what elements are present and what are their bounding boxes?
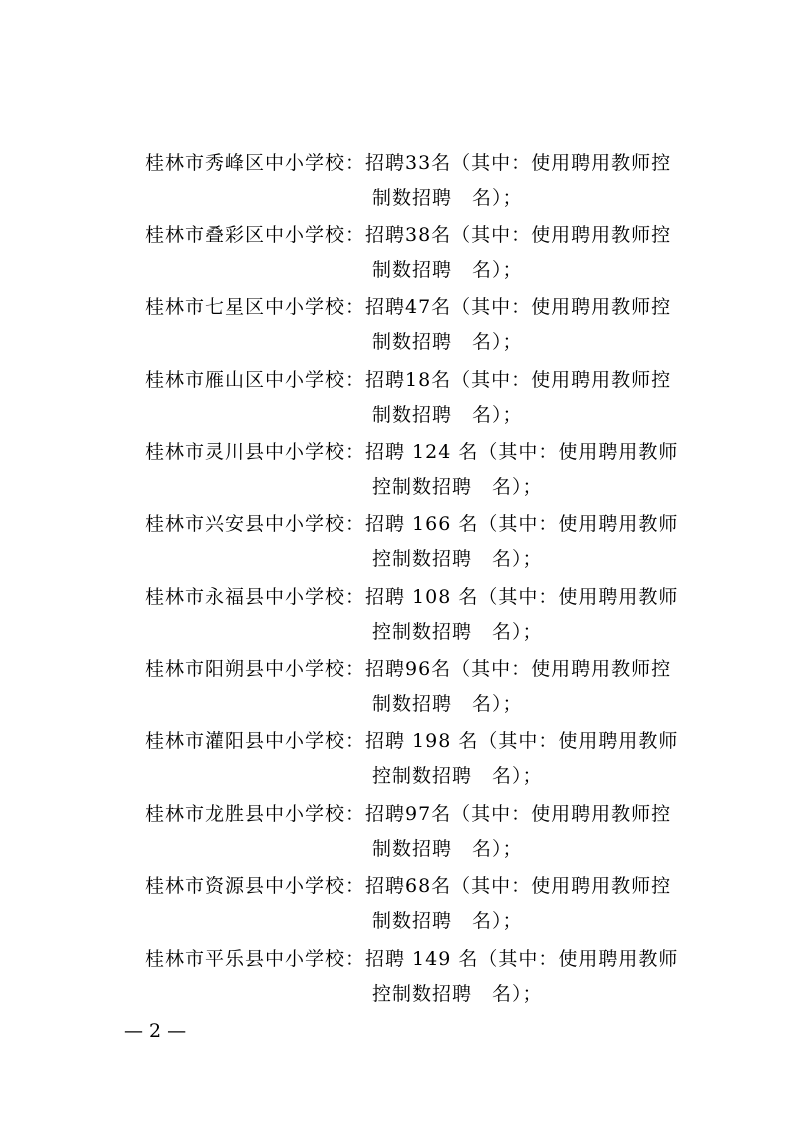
entry-line-2: 控制数招聘 名）； <box>372 765 543 787</box>
list-item <box>0 289 794 361</box>
list-item <box>0 217 794 289</box>
entry-line-1: 桂林市平乐县中小学校：招聘 149 名（其中：使用聘用教师 <box>145 948 679 970</box>
entry-line-1: 桂林市灌阳县中小学校：招聘 198 名（其中：使用聘用教师 <box>145 730 679 752</box>
list-item <box>0 579 794 651</box>
entry-line-2: 制数招聘 名）； <box>372 404 523 426</box>
entry-line-1: 桂林市阳朔县中小学校：招聘96名（其中：使用聘用教师控 <box>145 658 672 680</box>
entry-line-2: 控制数招聘 名）； <box>372 476 543 498</box>
list-item <box>0 796 794 868</box>
entry-line-2: 制数招聘 名）； <box>372 910 523 932</box>
list-item <box>0 506 794 578</box>
entry-line-1: 桂林市兴安县中小学校：招聘 166 名（其中：使用聘用教师 <box>145 513 679 535</box>
entry-line-1: 桂林市龙胜县中小学校：招聘97名（其中：使用聘用教师控 <box>145 803 672 825</box>
list-item <box>0 868 794 940</box>
list-item <box>0 145 794 217</box>
entry-line-2: 控制数招聘 名）； <box>372 983 543 1005</box>
entry-line-2: 制数招聘 名）； <box>372 838 523 860</box>
entry-line-1: 桂林市雁山区中小学校：招聘18名（其中：使用聘用教师控 <box>145 369 672 391</box>
list-item <box>0 651 794 723</box>
entry-line-2: 制数招聘 名）； <box>372 693 523 715</box>
entry-line-2: 制数招聘 名）； <box>372 259 523 281</box>
list-item <box>0 723 794 795</box>
entry-line-1: 桂林市七星区中小学校：招聘47名（其中：使用聘用教师控 <box>145 296 672 318</box>
entry-line-1: 桂林市灵川县中小学校：招聘 124 名（其中：使用聘用教师 <box>145 441 679 463</box>
entry-line-2: 制数招聘 名）； <box>372 187 523 209</box>
entry-line-2: 制数招聘 名）； <box>372 331 523 353</box>
list-item <box>0 434 794 506</box>
page-number: — 2 — <box>124 1020 187 1042</box>
entry-line-2: 控制数招聘 名）； <box>372 621 543 643</box>
entry-line-1: 桂林市资源县中小学校：招聘68名（其中：使用聘用教师控 <box>145 875 672 897</box>
list-item <box>0 362 794 434</box>
list-item <box>0 941 794 1013</box>
entry-line-1: 桂林市叠彩区中小学校：招聘38名（其中：使用聘用教师控 <box>145 224 672 246</box>
entry-line-2: 控制数招聘 名）； <box>372 548 543 570</box>
entry-line-1: 桂林市永福县中小学校：招聘 108 名（其中：使用聘用教师 <box>145 586 679 608</box>
entry-line-1: 桂林市秀峰区中小学校：招聘33名（其中：使用聘用教师控 <box>145 152 672 174</box>
